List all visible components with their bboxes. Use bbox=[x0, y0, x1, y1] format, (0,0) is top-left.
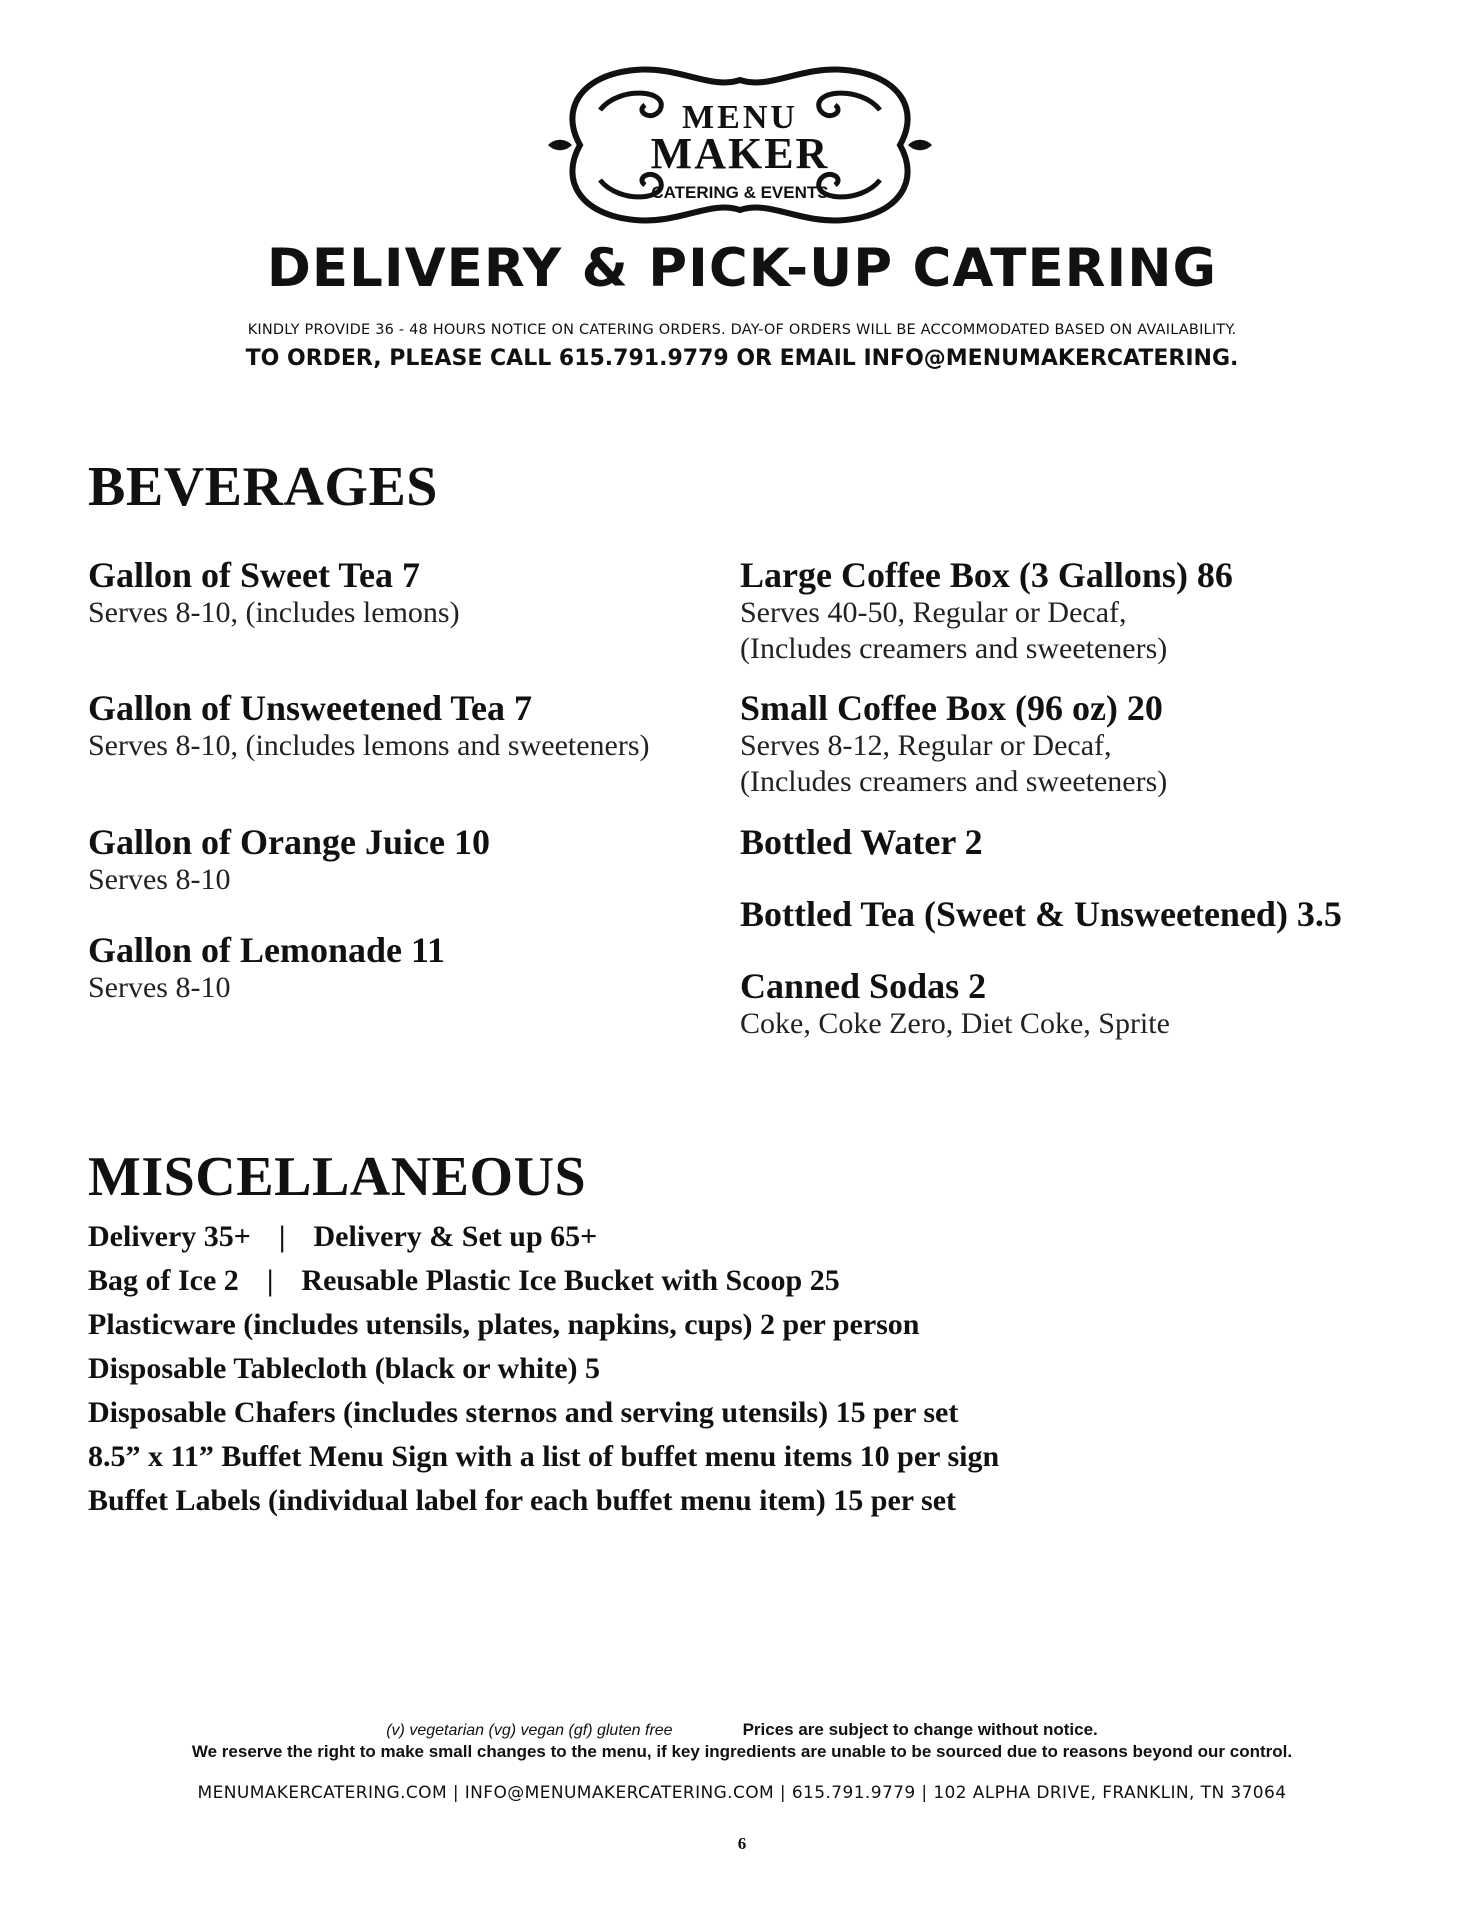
item-name: Bottled Water 2 bbox=[740, 822, 983, 862]
misc-tablecloth: Disposable Tablecloth (black or white) 5 bbox=[88, 1352, 601, 1385]
misc-chafers: Disposable Chafers (includes sternos and serving utensils) 15 per set bbox=[88, 1396, 959, 1429]
misc-delivery: Delivery 35+ bbox=[88, 1220, 251, 1253]
menu-maker-logo bbox=[540, 50, 940, 240]
beverage-item bbox=[740, 894, 1342, 934]
item-desc: (Includes creamers and sweeteners) bbox=[740, 632, 1168, 665]
misc-delivery-setup: Delivery & Set up 65+ bbox=[313, 1220, 598, 1253]
svg-text:MAKER: MAKER bbox=[650, 129, 830, 178]
svg-text:CATERING & EVENTS: CATERING & EVENTS bbox=[651, 183, 829, 202]
beverages-heading: BEVERAGES bbox=[88, 456, 438, 518]
beverage-item bbox=[88, 688, 650, 764]
beverage-item bbox=[740, 688, 1167, 800]
reserve-notice: We reserve the right to make small changes to the menu, if key ingredients are unable to be sourced due to reasons beyond our control. bbox=[191, 1742, 1293, 1761]
footer-legend-row bbox=[0, 1720, 1484, 1740]
notice-text: KINDLY PROVIDE 36 - 48 HOURS NOTICE ON CATERING ORDERS. DAY-OF ORDERS WILL BE ACCOMMODATED BASED ON AVAILABILITY. bbox=[247, 322, 1237, 338]
item-name: Gallon of Unsweetened Tea 7 bbox=[88, 688, 533, 728]
item-name: Small Coffee Box (96 oz) 20 bbox=[740, 688, 1163, 728]
item-desc: Serves 40-50, Regular or Decaf, bbox=[740, 596, 1127, 629]
item-desc: Serves 8-12, Regular or Decaf, bbox=[740, 729, 1112, 762]
beverage-item bbox=[88, 930, 445, 1006]
item-desc: Serves 8-10 bbox=[88, 971, 231, 1004]
page-number: 6 bbox=[737, 1834, 747, 1853]
diet-legend: (v) vegetarian (vg) vegan (gf) gluten free bbox=[386, 1722, 673, 1739]
item-name: Bottled Tea (Sweet & Unsweetened) 3.5 bbox=[740, 894, 1342, 934]
misc-ice-bucket: Reusable Plastic Ice Bucket with Scoop 25 bbox=[301, 1264, 840, 1297]
contact-line: MENUMAKERCATERING.COM | INFO@MENUMAKERCATERING.COM | 615.791.9779 | 102 ALPHA DRIVE, FRANKLIN, TN 37064 bbox=[197, 1783, 1287, 1803]
item-name: Canned Sodas 2 bbox=[740, 966, 987, 1006]
beverage-item bbox=[88, 555, 460, 631]
order-info: TO ORDER, PLEASE CALL 615.791.9779 OR EMAIL INFO@MENUMAKERCATERING. bbox=[245, 346, 1239, 371]
item-name: Gallon of Orange Juice 10 bbox=[88, 822, 490, 862]
misc-line bbox=[88, 1264, 840, 1298]
item-name: Large Coffee Box (3 Gallons) 86 bbox=[740, 555, 1233, 595]
svg-text:MENU: MENU bbox=[682, 99, 798, 136]
item-name: Gallon of Sweet Tea 7 bbox=[88, 555, 421, 595]
beverage-item bbox=[88, 822, 490, 898]
misc-sign: 8.5” x 11” Buffet Menu Sign with a list of buffet menu items 10 per sign bbox=[88, 1440, 1000, 1473]
misc-plasticware: Plasticware (includes utensils, plates, napkins, cups) 2 per person bbox=[88, 1308, 920, 1341]
separator: | bbox=[266, 1264, 274, 1297]
separator: | bbox=[278, 1220, 286, 1253]
item-desc: (Includes creamers and sweeteners) bbox=[740, 765, 1168, 798]
item-name: Gallon of Lemonade 11 bbox=[88, 930, 446, 970]
item-desc: Coke, Coke Zero, Diet Coke, Sprite bbox=[740, 1007, 1170, 1040]
beverage-item bbox=[740, 822, 983, 862]
item-desc: Serves 8-10, (includes lemons and sweeteners) bbox=[88, 729, 650, 762]
item-desc: Serves 8-10 bbox=[88, 863, 231, 896]
item-desc: Serves 8-10, (includes lemons) bbox=[88, 596, 460, 629]
misc-ice: Bag of Ice 2 bbox=[88, 1264, 239, 1297]
misc-labels: Buffet Labels (individual label for each buffet menu item) 15 per set bbox=[88, 1484, 957, 1517]
beverage-item bbox=[740, 555, 1233, 667]
price-notice: Prices are subject to change without notice. bbox=[742, 1720, 1098, 1739]
misc-heading: MISCELLANEOUS bbox=[88, 1146, 587, 1208]
misc-line bbox=[88, 1220, 597, 1254]
page-title: DELIVERY & PICK-UP CATERING bbox=[266, 238, 1218, 299]
beverage-item bbox=[740, 966, 1170, 1042]
